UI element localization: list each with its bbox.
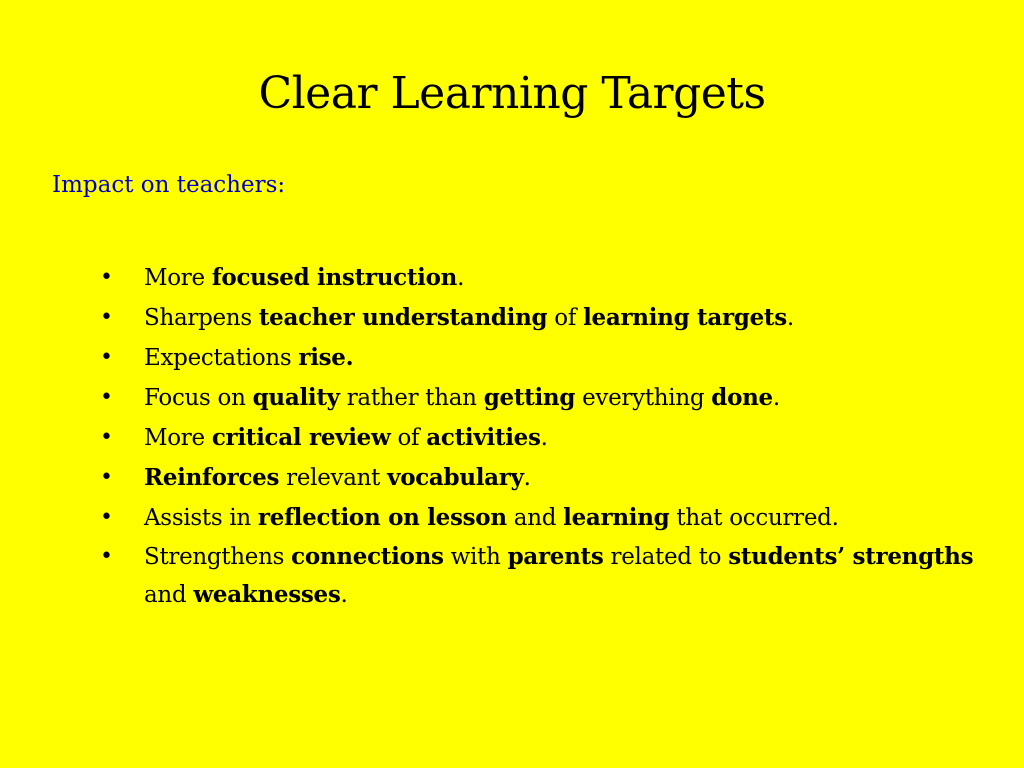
bullet-text: . — [540, 425, 548, 451]
bullet-emphasis-text: quality — [252, 384, 340, 411]
bullet-dot-icon: • — [100, 505, 113, 530]
bullet-text: . — [340, 582, 348, 608]
bullet-text: Sharpens — [144, 305, 259, 331]
bullet-text: everything — [575, 385, 712, 411]
bullet-emphasis-text: learning targets — [583, 304, 787, 331]
bullet-text: Expectations — [144, 345, 299, 371]
bullet-text: rather than — [339, 385, 484, 411]
bullet-emphasis-text: critical review — [211, 424, 391, 451]
bullet-dot-icon: • — [100, 305, 113, 330]
bullet-text: . — [772, 385, 780, 411]
bullet-dot-icon: • — [100, 385, 113, 410]
bullet-emphasis-text: connections — [291, 543, 444, 570]
bullet-dot-icon: • — [100, 345, 113, 370]
bullet-text: that occurred. — [669, 505, 839, 531]
bullet-item — [98, 538, 978, 614]
bullet-item — [98, 378, 978, 418]
bullet-emphasis-text: activities — [426, 424, 541, 451]
bullet-dot-icon: • — [100, 425, 113, 450]
bullet-emphasis-text: Reinforces — [144, 464, 280, 491]
bullet-emphasis-text: reflection on lesson — [257, 504, 507, 531]
bullet-text: relevant — [279, 465, 388, 491]
bullet-text: . — [786, 305, 794, 331]
bullet-text: of — [547, 305, 584, 331]
bullet-item — [98, 338, 978, 378]
bullet-text: related to — [603, 544, 729, 570]
bullet-text: with — [443, 544, 508, 570]
bullet-text: and — [144, 582, 194, 608]
bullet-dot-icon: • — [100, 544, 113, 569]
bullet-item — [98, 418, 978, 458]
slide-subtitle: Impact on teachers: — [52, 172, 286, 198]
bullet-text: . — [457, 265, 465, 291]
slide-title: Clear Learning Targets — [258, 68, 766, 119]
bullet-emphasis-text: vocabulary — [387, 464, 524, 491]
bullet-emphasis-text: parents — [507, 543, 604, 570]
bullet-text: More — [144, 265, 212, 291]
bullet-emphasis-text: learning — [563, 504, 670, 531]
bullet-text: Strengthens — [144, 544, 292, 570]
bullet-text: . — [523, 465, 531, 491]
bullet-emphasis-text: getting — [483, 384, 576, 411]
bullet-emphasis-text: teacher understanding — [258, 304, 548, 331]
bullet-text: and — [506, 505, 564, 531]
bullet-dot-icon: • — [100, 265, 113, 290]
bullet-emphasis-text: weaknesses — [193, 581, 341, 608]
bullet-item — [98, 298, 978, 338]
bullet-item — [98, 458, 978, 498]
bullet-emphasis-text: done — [711, 384, 773, 411]
bullet-text: of — [390, 425, 427, 451]
bullet-item — [98, 258, 978, 298]
bullet-text: Focus on — [144, 385, 253, 411]
bullet-text: Assists in — [144, 505, 258, 531]
bullet-emphasis-text: rise. — [298, 344, 354, 371]
bullet-dot-icon: • — [100, 465, 113, 490]
bullet-list — [98, 258, 978, 614]
bullet-emphasis-text: students’ strengths — [728, 543, 974, 570]
bullet-text: More — [144, 425, 212, 451]
bullet-item — [98, 498, 978, 538]
bullet-emphasis-text: focused instruction — [211, 264, 458, 291]
